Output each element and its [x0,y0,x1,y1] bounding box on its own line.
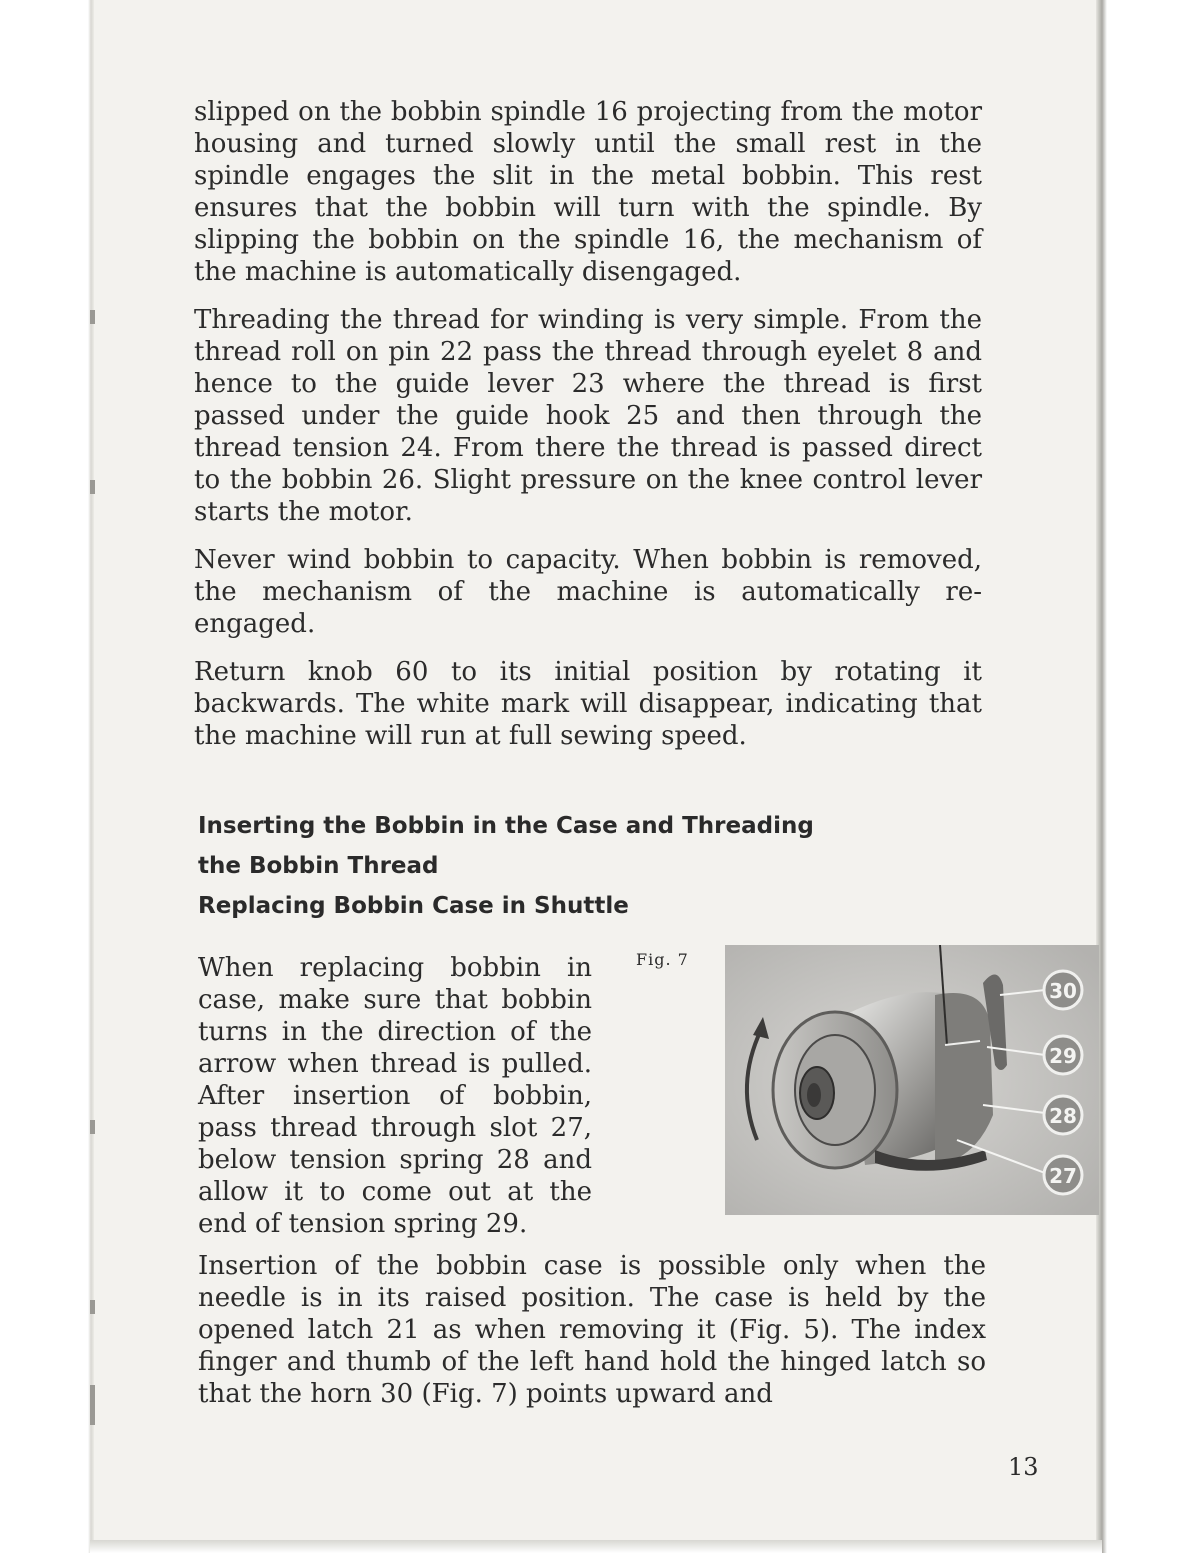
callout-28: 28 [1049,1104,1077,1128]
body-text [194,96,982,768]
binding-mark [90,310,95,324]
binding-mark [90,1300,95,1314]
page-left-edge [0,0,94,1553]
bobbin-case-photo [725,945,1099,1215]
column-paragraph: When replacing bobbin in case, make sure that bobbin turns in the direction of the arrow when thread is pulled. After insertion of bobbin, pass thread through slot 27, below tension spring 28 and allow it to come out at the end of tension spring 29. [198,953,592,1239]
binding-mark [90,1120,95,1134]
callout-30: 30 [1049,979,1077,1003]
section-heading [198,806,998,926]
binding-mark [90,480,95,494]
callout-29: 29 [1049,1044,1077,1068]
page-number: 13 [1008,1453,1039,1481]
heading-line: the Bobbin Thread [198,853,439,879]
bobbin-case-figure [725,945,1099,1215]
callout-27: 27 [1049,1164,1077,1188]
binding-mark [90,1385,95,1425]
page-bottom-edge [90,1540,1102,1553]
paragraph: Threading the thread for winding is very simple. From the thread roll on pin 22 pass the thread through eyelet 8 and hence to the guide lever 23 where the thread is first passed under the guide hook 25 and then through the thread tension 24. From there the thread is passed direct to the bobbin 26. Slight pressure on the knee control lever starts the motor. [194,305,982,527]
heading-line: Inserting the Bobbin in the Case and Threading [198,813,814,839]
paragraph: Never wind bobbin to capacity. When bobbin is removed, the mechanism of the machine is automatically re-engaged. [194,545,982,639]
final-paragraph: Insertion of the bobbin case is possible only when the needle is in its raised position. The case is held by the opened latch 21 as when removing it (Fig. 5). The index finger and thumb of the left hand hold the hinged latch so that the horn 30 (Fig. 7) points upward and [198,1251,986,1409]
figure-label: Fig. 7 [636,950,689,969]
heading-line: Replacing Bobbin Case in Shuttle [198,893,629,919]
page-right-edge [1096,0,1200,1553]
paragraph: slipped on the bobbin spindle 16 projecting from the motor housing and turned slowly until the small rest in the spindle engages the slit in the metal bobbin. This rest ensures that the bobbin will turn with the spindle. By slipping the bobbin on the spindle 16, the mechanism of the machine is automatically disengaged. [194,97,982,287]
paragraph: Return knob 60 to its initial position by rotating it backwards. The white mark will disappear, indicating that the machine will run at full sewing speed. [194,657,982,751]
